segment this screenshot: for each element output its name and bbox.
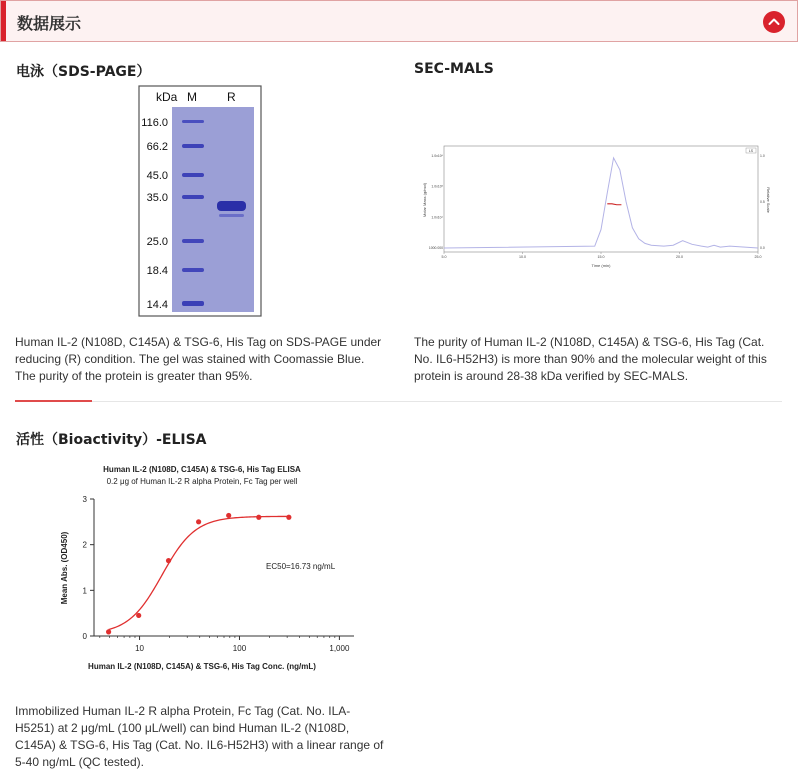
y-axis-label: Molar Mass (g/mol) (422, 182, 427, 218)
marker-band (182, 301, 204, 306)
y-tick-label: 1.0x10⁴ (431, 215, 443, 220)
x-tick-label: 5.0 (441, 255, 447, 259)
x-tick-label: 15.0 (597, 255, 605, 259)
gel-col-m: M (187, 90, 197, 104)
x-tick-label: 1,000 (329, 644, 350, 653)
x-tick-label: 10 (135, 644, 145, 653)
fit-curve (109, 516, 289, 629)
gel-col-kda: kDa (156, 90, 178, 104)
data-point (166, 558, 171, 563)
x-tick-label: 20.0 (676, 255, 683, 259)
marker-band (182, 195, 204, 199)
sec-mals-chart (416, 140, 772, 275)
x-tick-label: 10.0 (519, 255, 526, 259)
marker-band (182, 144, 204, 148)
data-point (136, 613, 141, 618)
chart-title: Human IL-2 (N108D, C145A) & TSG-6, His Tag ELISA (103, 465, 301, 474)
x-tick-label: 25.0 (754, 255, 762, 259)
legend-label: LS (748, 149, 754, 153)
sample-band (217, 201, 246, 211)
section-header (0, 0, 798, 42)
header-accent-bar (1, 1, 6, 41)
sec-mals-caption: The purity of Human IL-2 (N108D, C145A) & TSG-6, His Tag (Cat. No. IL6-H52H3) is more than 90% and the molecular weight of this protein is around 28-38 kDa verified by SEC-MALS. (414, 335, 767, 383)
marker-label: 18.4 (146, 265, 168, 277)
marker-label: 25.0 (146, 236, 168, 248)
marker-band (182, 120, 204, 123)
y-axis-label: Mean Abs. (OD450) (60, 531, 69, 605)
marker-band (182, 173, 204, 177)
y2-axis-label: Relative Scale (766, 187, 771, 213)
sample-band (219, 214, 244, 217)
y-tick-label: 2 (82, 540, 87, 550)
data-point (226, 513, 231, 518)
x-axis-label: Human IL-2 (N108D, C145A) & TSG-6, His Tag Conc. (ng/mL) (88, 662, 316, 671)
marker-label: 45.0 (146, 170, 168, 182)
collapse-button[interactable] (763, 11, 785, 33)
sds-page-caption: Human IL-2 (N108D, C145A) & TSG-6, His Tag on SDS-PAGE under reducing (R) condition. The gel was stained with Coomassie Blue. The purity of the protein is greater than 95%. (15, 335, 382, 383)
y-tick-label: 1000.000 (428, 246, 443, 250)
chart-subtitle: 0.2 μg of Human IL-2 R alpha Protein, Fc Tag per well (106, 477, 298, 486)
x-axis-label: Time (min) (591, 263, 611, 268)
y-tick-label: 0 (82, 632, 87, 641)
y-tick-label: 3 (82, 495, 87, 504)
y-tick-label: 1.0x10⁶ (431, 154, 443, 158)
y-tick-label: 1.0x10⁵ (431, 184, 443, 189)
divider-accent (15, 400, 92, 402)
marker-label: 116.0 (141, 117, 168, 129)
elisa-chart (52, 460, 372, 676)
y2-tick-label: 0.0 (760, 246, 765, 250)
ec50-annotation: EC50=16.73 ng/mL (266, 562, 336, 571)
section-divider (15, 401, 782, 402)
data-point (196, 519, 201, 524)
marker-label: 14.4 (146, 299, 168, 311)
marker-band (182, 268, 204, 272)
elisa-caption: Immobilized Human IL-2 R alpha Protein, Fc Tag (Cat. No. ILA-H5251) at 2 μg/mL (100 μL/well) can bind Human IL-2 (N108D, C145A) & TSG-6, His Tag (Cat. No. IL6-H52H3) with a linear range of 5-40 ng/mL (QC tested). (15, 704, 384, 769)
chevron-up-icon (768, 17, 780, 26)
gel-col-r: R (227, 90, 236, 104)
data-point (256, 515, 261, 520)
x-tick-label: 100 (232, 644, 247, 653)
sds-page-title: 电泳（SDS-PAGE） (16, 64, 151, 80)
marker-label: 66.2 (146, 141, 168, 153)
sec-mals-title: SEC-MALS (414, 61, 494, 77)
y2-tick-label: 0.5 (760, 200, 765, 204)
data-point (106, 629, 111, 634)
y-tick-label: 1 (82, 586, 87, 596)
section-title: 数据展示 (17, 14, 82, 33)
marker-label: 35.0 (146, 192, 168, 204)
sds-page-gel-image (138, 85, 262, 317)
marker-band (182, 239, 204, 243)
data-point (286, 515, 291, 520)
y2-tick-label: 1.0 (760, 154, 765, 158)
elisa-title: 活性（Bioactivity）-ELISA (16, 432, 207, 448)
